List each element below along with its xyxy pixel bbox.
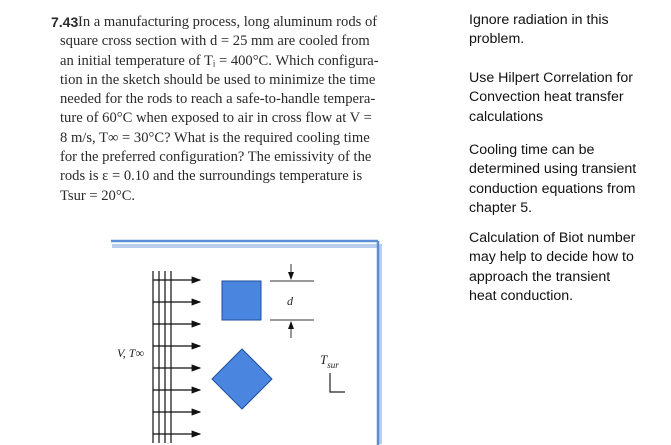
note-line: calculations bbox=[469, 108, 544, 125]
problem-line: for the preferred configuration? The emissivity of the bbox=[60, 149, 372, 166]
problem-line: Tsur = 20°C. bbox=[60, 187, 136, 204]
tsur-leader bbox=[330, 373, 345, 392]
note-line: may help to decide how to bbox=[469, 249, 634, 266]
dimension-label: d bbox=[287, 294, 293, 308]
problem-number: 7.43 bbox=[51, 14, 79, 30]
note-line: heat conduction. bbox=[469, 287, 574, 304]
problem-line: square cross section with d = 25 mm are cooled from bbox=[60, 33, 370, 50]
problem-line: ture of 60°C when exposed to air in cross flow at V = bbox=[60, 110, 372, 127]
note-line: problem. bbox=[469, 31, 525, 48]
square-rod bbox=[222, 281, 261, 320]
note-line: approach the transient bbox=[469, 268, 611, 285]
diamond-rod bbox=[212, 349, 272, 409]
problem-line: an initial temperature of Tᵢ = 400°C. Which configura- bbox=[60, 52, 379, 69]
problem-line: needed for the rods to reach a safe-to-handle tempera- bbox=[60, 91, 376, 108]
flow-label: V, T∞ bbox=[117, 346, 145, 360]
surroundings-wall bbox=[111, 241, 382, 445]
note-line: Ignore radiation in this bbox=[469, 12, 609, 28]
note-line: chapter 5. bbox=[469, 199, 533, 216]
flow-arrows bbox=[153, 271, 200, 443]
problem-line: In a manufacturing process, long aluminum rods of bbox=[78, 14, 378, 30]
note-line: Use Hilpert Correlation for bbox=[469, 70, 634, 86]
problem-line: 8 m/s, T∞ = 30°C? What is the required cooling time bbox=[60, 129, 370, 146]
note-line: Convection heat transfer bbox=[469, 89, 624, 106]
problem-line: tion in the sketch should be used to minimize the time bbox=[60, 71, 376, 88]
note-line: Calculation of Biot number bbox=[469, 230, 636, 246]
note-line: determined using transient bbox=[469, 161, 637, 178]
tsur-label: $T_{sur}$ bbox=[320, 352, 339, 370]
note-line: conduction equations from bbox=[469, 180, 636, 197]
problem-line: rods is ε = 0.10 and the surroundings temperature is bbox=[60, 168, 363, 185]
note-line: Cooling time can be bbox=[469, 142, 595, 158]
